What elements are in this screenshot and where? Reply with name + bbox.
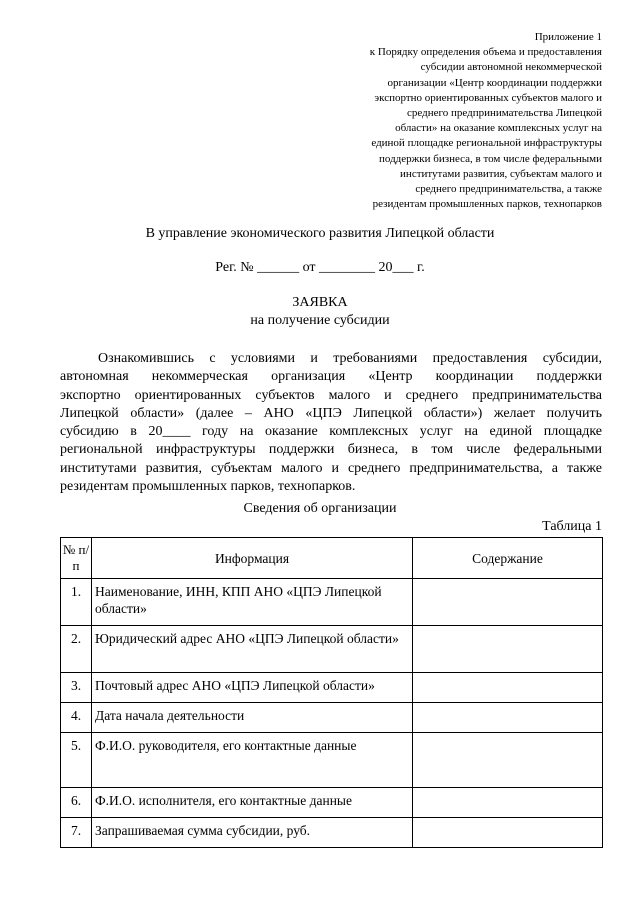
body-line: Липецкой области» (далее – АНО «ЦПЭ Липецкой области») желает получить <box>60 405 602 421</box>
appendix-line: институтами развития, субъектам малого и <box>400 167 602 180</box>
appendix-line: резидентам промышленных парков, технопарков <box>372 198 602 211</box>
row-number: 5. <box>61 733 92 788</box>
organization-info-table <box>60 537 603 848</box>
table-row <box>61 579 603 626</box>
appendix-line: среднего предпринимательства Липецкой <box>407 107 602 120</box>
table-caption: Сведения об организации <box>243 501 397 516</box>
row-info: Наименование, ИНН, КПП АНО «ЦПЭ Липецкой области» <box>92 579 413 626</box>
row-content <box>413 733 603 788</box>
document-title: ЗАЯВКА <box>292 295 348 310</box>
row-number: 3. <box>61 673 92 703</box>
row-content <box>413 788 603 818</box>
body-line: региональной инфраструктуры поддержки бизнеса, в том числе федеральными <box>60 442 602 458</box>
addressee: В управление экономического развития Липецкой области <box>145 226 495 241</box>
table-row <box>61 673 603 703</box>
row-info: Почтовый адрес АНО «ЦПЭ Липецкой области» <box>92 673 413 703</box>
row-number: 2. <box>61 626 92 673</box>
table-row <box>61 626 603 673</box>
row-info: Ф.И.О. руководителя, его контактные данные <box>92 733 413 788</box>
application-body <box>60 350 602 496</box>
row-content <box>413 703 603 733</box>
row-number: 1. <box>61 579 92 626</box>
appendix-line: Приложение 1 <box>534 31 602 43</box>
table-header-row <box>61 538 603 579</box>
appendix-line: области» на оказание комплексных услуг на <box>395 122 602 135</box>
row-content <box>413 579 603 626</box>
table-row <box>61 788 603 818</box>
appendix-line: организации «Центр координации поддержки <box>387 76 602 89</box>
body-line: экспортно ориентированных субъектов малого и среднего предпринимательства <box>60 387 602 403</box>
body-line: Ознакомившись с условиями и требованиями предоставления субсидии, <box>98 351 602 366</box>
table-row <box>61 733 603 788</box>
row-info: Ф.И.О. исполнителя, его контактные данные <box>92 788 413 818</box>
appendix-line: поддержки бизнеса, в том числе федеральными <box>379 152 602 165</box>
header-content: Содержание <box>413 538 603 579</box>
body-line: автономная некоммерческая организация «Центр координации поддержки <box>60 369 602 385</box>
appendix-line: субсидии автономной некоммерческой <box>420 61 602 74</box>
appendix-line: единой площадке региональной инфраструктуры <box>371 137 602 150</box>
row-number: 6. <box>61 788 92 818</box>
appendix-line: среднего предпринимательства, а также <box>415 183 602 196</box>
row-number: 7. <box>61 818 92 848</box>
table-label: Таблица 1 <box>542 519 602 534</box>
body-line: институтами развития, субъектам малого и среднего предпринимательства, а также <box>60 460 602 476</box>
row-content <box>413 626 603 673</box>
row-content <box>413 818 603 848</box>
table-row <box>61 818 603 848</box>
row-number: 4. <box>61 703 92 733</box>
body-line: субсидию в 20____ году на оказание комплексных услуг на единой площадке <box>60 424 602 440</box>
table-row <box>61 703 603 733</box>
appendix-line: к Порядку определения объема и предоставления <box>369 46 602 59</box>
row-info: Дата начала деятельности <box>92 703 413 733</box>
row-info: Запрашиваемая сумма субсидии, руб. <box>92 818 413 848</box>
document-title-block <box>0 294 640 330</box>
appendix-block <box>302 30 602 212</box>
document-subtitle: на получение субсидии <box>250 313 390 328</box>
header-info: Информация <box>92 538 413 579</box>
row-info: Юридический адрес АНО «ЦПЭ Липецкой области» <box>92 626 413 673</box>
row-content <box>413 673 603 703</box>
body-line: резидентам промышленных парков, технопарков. <box>60 479 356 495</box>
registration-number: Рег. № ______ от ________ 20___ г. <box>215 260 425 275</box>
appendix-line: экспортно ориентированных субъектов малого и <box>374 91 602 104</box>
header-number: № п/п <box>61 538 92 579</box>
